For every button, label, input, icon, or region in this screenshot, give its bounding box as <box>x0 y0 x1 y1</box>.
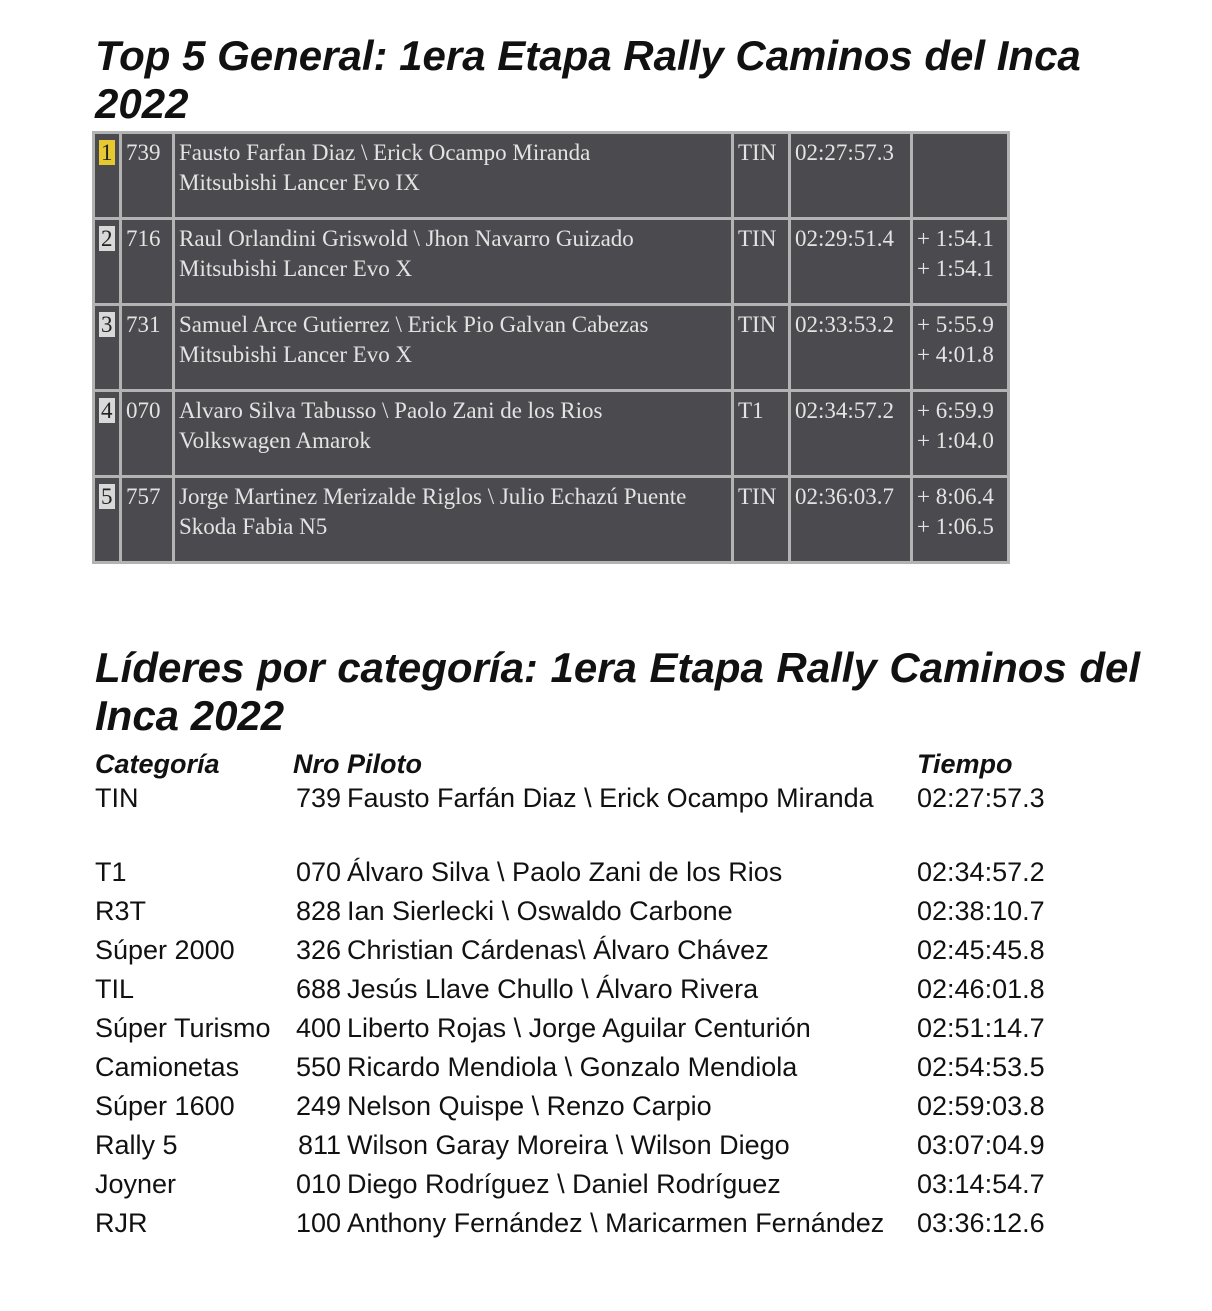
driver-names: Ian Sierlecki \ Oswaldo Carbone <box>347 896 733 926</box>
gap-leader: + 5:55.9 <box>917 312 994 337</box>
total-time: 02:29:51.4 <box>791 220 910 303</box>
driver-names: Anthony Fernández \ Maricarmen Fernández <box>347 1208 885 1238</box>
header-nro: Nro <box>293 749 340 779</box>
gap-previous: + 1:04.0 <box>917 428 994 453</box>
total-time: 03:36:12.6 <box>917 1208 1045 1238</box>
total-time: 02:46:01.8 <box>917 974 1045 1004</box>
car-number: 757 <box>122 478 172 561</box>
car-number: 811 <box>297 1130 341 1160</box>
car-number: 326 <box>295 935 341 965</box>
total-time: 02:33:53.2 <box>791 306 910 389</box>
total-time: 02:34:57.2 <box>917 857 1045 887</box>
driver-names: Christian Cárdenas\ Álvaro Chávez <box>347 935 769 965</box>
total-time: 02:51:14.7 <box>917 1013 1045 1043</box>
car-model: Mitsubishi Lancer Evo X <box>179 342 413 367</box>
total-time: 02:45:45.8 <box>917 935 1045 965</box>
car-number: 828 <box>295 896 341 926</box>
car-number: 249 <box>295 1091 341 1121</box>
category: Camionetas <box>95 1052 240 1082</box>
leaders-title: Líderes por categoría: 1era Etapa Rally Caminos del Inca 2022 <box>95 644 1140 739</box>
category: TIN <box>95 783 139 813</box>
table-row <box>92 934 1060 973</box>
table-row <box>92 782 1060 856</box>
top5-title: Top 5 General: 1era Etapa Rally Caminos del Inca 2022 <box>95 32 1081 127</box>
table-row <box>95 306 1007 389</box>
crew-names: Raul Orlandini Griswold \ Jhon Navarro Guizado <box>179 226 634 251</box>
table-row <box>92 895 1060 934</box>
position-badge: 4 <box>101 398 113 423</box>
total-time: 02:38:10.7 <box>917 896 1045 926</box>
position-badge: 2 <box>101 226 113 251</box>
crew-names: Alvaro Silva Tabusso \ Paolo Zani de los Rios <box>179 398 603 423</box>
total-time: 02:36:03.7 <box>791 478 910 561</box>
position-badge: 3 <box>101 312 113 337</box>
car-number: 070 <box>122 392 172 475</box>
driver-names: Nelson Quispe \ Renzo Carpio <box>347 1091 712 1121</box>
car-number: 739 <box>122 134 172 217</box>
total-time: 03:07:04.9 <box>917 1130 1045 1160</box>
category: RJR <box>95 1208 148 1238</box>
driver-names: Diego Rodríguez \ Daniel Rodríguez <box>347 1169 781 1199</box>
car-number: 731 <box>122 306 172 389</box>
total-time: 02:54:53.5 <box>917 1052 1045 1082</box>
header-categoria: Categoría <box>95 749 220 779</box>
category: Joyner <box>95 1169 177 1199</box>
top5-table <box>92 131 1010 564</box>
category: R3T <box>95 896 147 926</box>
table-row <box>92 973 1060 1012</box>
car-number: 716 <box>122 220 172 303</box>
car-model: Mitsubishi Lancer Evo IX <box>179 170 420 195</box>
total-time: 02:27:57.3 <box>791 134 910 217</box>
table-row <box>92 1207 1060 1281</box>
crew-names: Jorge Martinez Merizalde Riglos \ Julio Echazú Puente <box>179 484 687 509</box>
gap-leader: + 8:06.4 <box>917 484 994 509</box>
leaders-table <box>92 746 1060 1281</box>
category: TIN <box>734 134 788 217</box>
table-row <box>92 1129 1060 1168</box>
driver-names: Ricardo Mendiola \ Gonzalo Mendiola <box>347 1052 798 1082</box>
total-time: 02:59:03.8 <box>917 1091 1045 1121</box>
category: TIN <box>734 478 788 561</box>
car-number: 100 <box>295 1208 341 1238</box>
total-time: 02:34:57.2 <box>791 392 910 475</box>
car-model: Volkswagen Amarok <box>179 428 371 453</box>
category: T1 <box>95 857 127 887</box>
table-row <box>95 220 1007 303</box>
category: T1 <box>734 392 788 475</box>
category: Rally 5 <box>95 1130 178 1160</box>
gap-leader: + 1:54.1 <box>917 226 994 251</box>
driver-names: Álvaro Silva \ Paolo Zani de los Rios <box>347 857 783 887</box>
driver-names: Jesús Llave Chullo \ Álvaro Rivera <box>347 974 759 1004</box>
category: TIL <box>95 974 135 1004</box>
header-piloto: Piloto <box>347 749 422 779</box>
car-number: 010 <box>295 1169 341 1199</box>
driver-names: Liberto Rojas \ Jorge Aguilar Centurión <box>347 1013 811 1043</box>
table-row <box>95 134 1007 217</box>
position-badge: 5 <box>101 484 113 509</box>
table-row <box>92 856 1060 895</box>
driver-names: Wilson Garay Moreira \ Wilson Diego <box>347 1130 790 1160</box>
table-row <box>92 1090 1060 1129</box>
car-number: 739 <box>295 783 341 813</box>
table-row <box>92 1168 1060 1207</box>
category: TIN <box>734 306 788 389</box>
gap-previous: + 1:06.5 <box>917 514 994 539</box>
table-header-row <box>92 746 1060 782</box>
category: TIN <box>734 220 788 303</box>
gap-previous: + 4:01.8 <box>917 342 994 367</box>
car-number: 688 <box>295 974 341 1004</box>
position-badge: 1 <box>101 140 113 165</box>
car-model: Skoda Fabia N5 <box>179 514 328 539</box>
crew-names: Fausto Farfan Diaz \ Erick Ocampo Miranda <box>179 140 591 165</box>
gap-previous: + 1:54.1 <box>917 256 994 281</box>
category: Súper 1600 <box>95 1091 235 1121</box>
car-number: 550 <box>295 1052 341 1082</box>
total-time: 02:27:57.3 <box>917 783 1045 813</box>
crew-names: Samuel Arce Gutierrez \ Erick Pio Galvan Cabezas <box>179 312 649 337</box>
total-time: 03:14:54.7 <box>917 1169 1045 1199</box>
car-number: 400 <box>295 1013 341 1043</box>
car-model: Mitsubishi Lancer Evo X <box>179 256 413 281</box>
table-row <box>95 478 1007 561</box>
category: Súper 2000 <box>95 935 235 965</box>
table-row <box>92 1012 1060 1051</box>
table-row <box>95 392 1007 475</box>
header-tiempo: Tiempo <box>917 749 1013 779</box>
car-number: 070 <box>295 857 341 887</box>
table-row <box>92 1051 1060 1090</box>
driver-names: Fausto Farfán Diaz \ Erick Ocampo Miranda <box>347 783 874 813</box>
gap-leader: + 6:59.9 <box>917 398 994 423</box>
category: Súper Turismo <box>95 1013 271 1043</box>
